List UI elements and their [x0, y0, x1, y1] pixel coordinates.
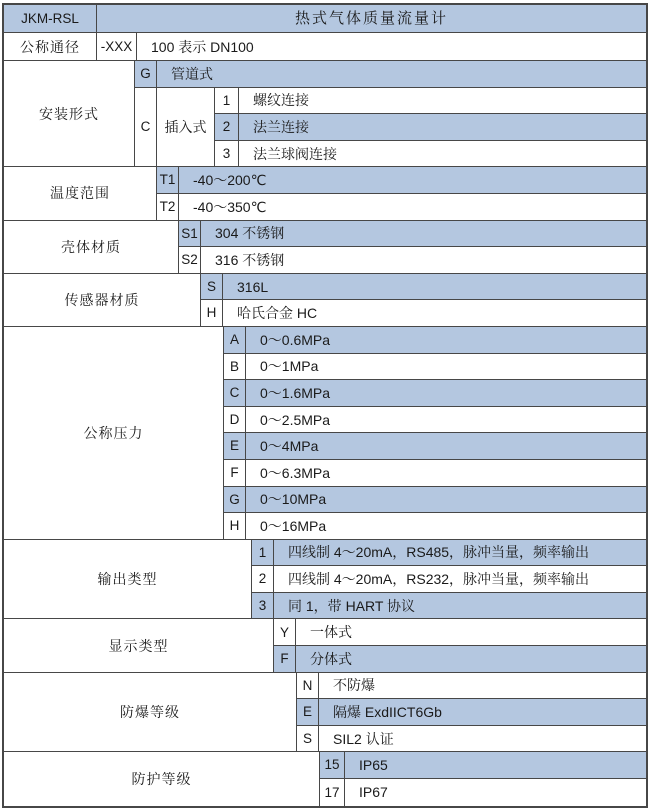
- option-value: 四线制 4～20mA，RS232，脉冲当量，频率输出: [288, 571, 590, 588]
- section-label-install-type: 安装形式: [4, 61, 135, 167]
- option-value: 同 1，带 HART 协议: [288, 597, 416, 614]
- option-code: G: [224, 487, 246, 513]
- option-value: 螺纹连接: [253, 92, 309, 109]
- option-code: 3: [252, 593, 274, 619]
- section-output-type: [4, 540, 646, 620]
- option-code: 2: [215, 114, 239, 140]
- option-code: 2: [252, 566, 274, 592]
- option-value: 分体式: [310, 650, 352, 667]
- option-code: 1: [215, 88, 239, 114]
- model-code: JKM-RSL: [4, 5, 97, 33]
- option-value: 不防爆: [333, 677, 375, 694]
- option-row: [135, 61, 646, 88]
- option-code: 3: [215, 141, 239, 167]
- option-value: 304 不锈钢: [215, 225, 285, 242]
- option-row: [274, 619, 646, 646]
- option-code: D: [224, 407, 246, 433]
- option-value: 0～6.3MPa: [260, 464, 331, 481]
- option-code: C: [224, 380, 246, 406]
- option-row: [157, 167, 646, 194]
- option-value: IP65: [359, 757, 388, 774]
- option-code: E: [224, 433, 246, 459]
- option-value: 法兰连接: [253, 118, 309, 135]
- option-row: [297, 673, 646, 700]
- section-label-nominal-pressure: 公称压力: [4, 327, 224, 540]
- option-row: [224, 407, 646, 434]
- option-value: -40～200℃: [193, 172, 267, 189]
- section-label-protection-rating: 防护等级: [4, 752, 320, 805]
- option-value: SIL2 认证: [333, 730, 394, 747]
- option-code: H: [224, 513, 246, 539]
- section-housing-material: [4, 221, 646, 274]
- option-row: [224, 354, 646, 381]
- option-code: H: [201, 300, 223, 326]
- option-row: [252, 593, 646, 620]
- section-nominal-diameter: [4, 33, 646, 61]
- option-value: 管道式: [171, 65, 213, 82]
- option-value: 0～0.6MPa: [260, 331, 331, 348]
- option-code: F: [224, 460, 246, 486]
- option-row: [224, 433, 646, 460]
- option-value: 哈氏合金 HC: [237, 305, 318, 322]
- section-sensor-material: [4, 274, 646, 327]
- option-code: T2: [157, 194, 179, 220]
- header-row: [4, 5, 646, 33]
- option-row: [224, 460, 646, 487]
- option-value: 0～2.5MPa: [260, 411, 331, 428]
- option-value: -40～350℃: [193, 198, 267, 215]
- option-code: N: [297, 673, 319, 699]
- option-row: [252, 566, 646, 593]
- option-value: 0～1.6MPa: [260, 384, 331, 401]
- option-row: [215, 141, 646, 168]
- option-value: 316 不锈钢: [215, 251, 285, 268]
- option-row: [215, 88, 646, 115]
- option-code: 17: [320, 779, 345, 806]
- section-install-type: [4, 61, 646, 167]
- section-nominal-pressure: [4, 327, 646, 540]
- section-protection-rating: [4, 752, 646, 805]
- option-code: Y: [274, 619, 296, 645]
- section-label-display-type: 显示类型: [4, 619, 274, 672]
- option-row: [224, 327, 646, 354]
- option-code: F: [274, 646, 296, 672]
- option-row: [320, 752, 646, 779]
- option-value: 四线制 4～20mA，RS485，脉冲当量，频率输出: [288, 544, 590, 561]
- section-label-output-type: 输出类型: [4, 540, 252, 620]
- option-code: 15: [320, 752, 345, 778]
- section-display-type: [4, 619, 646, 672]
- option-value: 法兰球阀连接: [253, 145, 337, 162]
- section-explosion-proof: [4, 673, 646, 753]
- option-code: A: [224, 327, 246, 353]
- option-value: 0～10MPa: [260, 491, 327, 508]
- option-value: 316L: [237, 278, 269, 295]
- section-label-housing-material: 壳体材质: [4, 221, 179, 274]
- option-row: [297, 726, 646, 753]
- option-code: E: [297, 699, 319, 725]
- section-label-explosion-proof: 防爆等级: [4, 673, 297, 753]
- option-row: [252, 540, 646, 567]
- option-row: [179, 221, 646, 248]
- option-value: IP67: [359, 784, 388, 801]
- option-row: [297, 699, 646, 726]
- option-row: [97, 33, 646, 61]
- insertion-type-label: 插入式: [157, 88, 215, 168]
- option-row: [201, 300, 646, 327]
- option-code: S1: [179, 221, 201, 247]
- option-code: 1: [252, 540, 274, 566]
- section-label-temp-range: 温度范围: [4, 167, 157, 220]
- option-row: [224, 487, 646, 514]
- section-label-nominal-diameter: 公称通径: [4, 33, 97, 61]
- option-code: B: [224, 354, 246, 380]
- option-row: [224, 380, 646, 407]
- option-row: [201, 274, 646, 301]
- option-row: [274, 646, 646, 673]
- product-title: 热式气体质量流量计: [97, 5, 646, 33]
- option-value: 0～16MPa: [260, 517, 327, 534]
- option-code: S: [297, 726, 319, 752]
- option-value: 0～1MPa: [260, 358, 319, 375]
- option-code: C: [135, 88, 157, 168]
- option-value: 0～4MPa: [260, 438, 319, 455]
- option-value: 一体式: [310, 624, 352, 641]
- section-label-sensor-material: 传感器材质: [4, 274, 201, 327]
- option-code: T1: [157, 167, 179, 193]
- option-row: [179, 247, 646, 274]
- option-row: [320, 779, 646, 806]
- section-temp-range: [4, 167, 646, 220]
- option-value: 隔爆 ExdIICT6Gb: [333, 704, 442, 721]
- option-row: [215, 114, 646, 141]
- option-row: [157, 194, 646, 221]
- option-code: S2: [179, 247, 201, 273]
- insertion-type-group: [135, 88, 646, 168]
- option-code: G: [135, 61, 157, 87]
- option-code: -XXX: [97, 33, 137, 60]
- option-code: S: [201, 274, 223, 300]
- option-value: 100 表示 DN100: [151, 38, 254, 55]
- option-row: [224, 513, 646, 540]
- model-selection-table: [2, 3, 648, 808]
